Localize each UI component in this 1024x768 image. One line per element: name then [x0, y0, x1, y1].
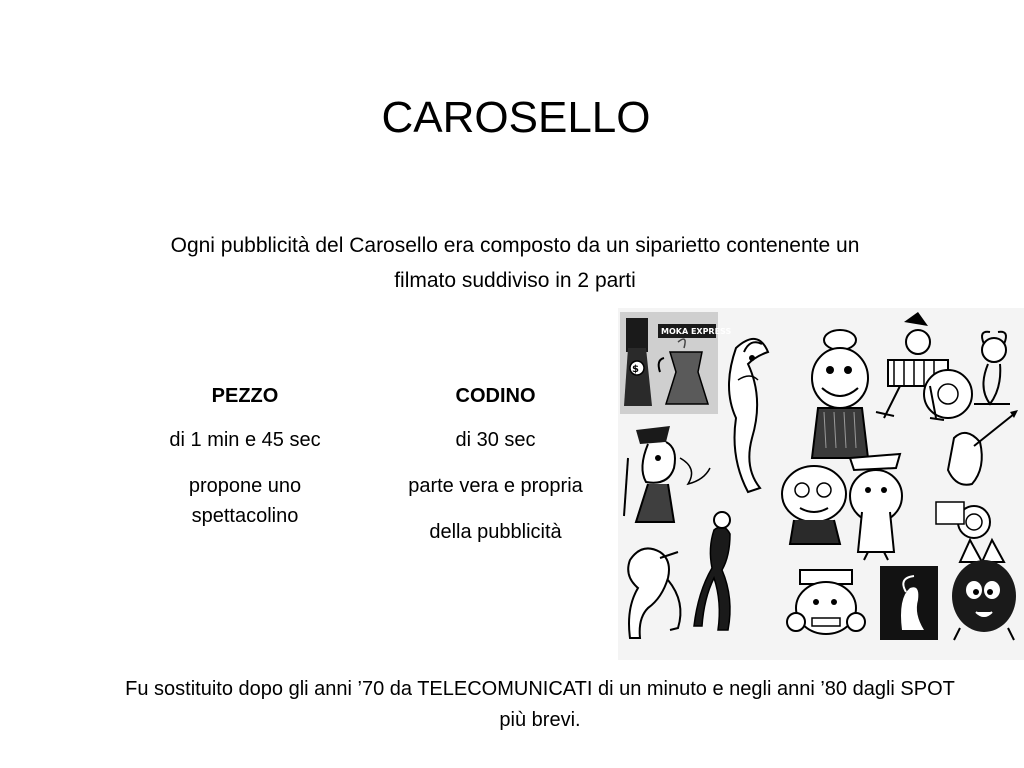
cartoon-collage-image	[618, 308, 1024, 660]
codino-column	[383, 381, 608, 547]
footer-text: Fu sostituito dopo gli anni ’70 da TELECOMUNICATI di un minuto e negli anni ’80 dagli SPOT più brevi.	[125, 678, 955, 731]
pezzo-column	[145, 381, 345, 531]
codino-heading: CODINO	[455, 385, 536, 407]
moka-sign-text: MOKA EXPRESS	[661, 327, 732, 336]
intro-text: Ogni pubblicità del Carosello era composto da un siparietto contenente un filmato suddiviso in 2 parti	[170, 234, 860, 292]
codino-description-line2: della pubblicità	[429, 521, 562, 543]
cartoon-characters-collage-icon	[618, 308, 1024, 660]
svg-text:$: $	[632, 364, 639, 375]
codino-duration: di 30 sec	[455, 429, 536, 451]
pezzo-heading: PEZZO	[211, 385, 279, 407]
slide-title: CAROSELLO	[381, 93, 651, 142]
pezzo-duration: di 1 min e 45 sec	[169, 429, 321, 451]
pezzo-description: propone uno spettacolino	[188, 475, 302, 527]
codino-description-line1: parte vera e propria	[408, 475, 583, 497]
